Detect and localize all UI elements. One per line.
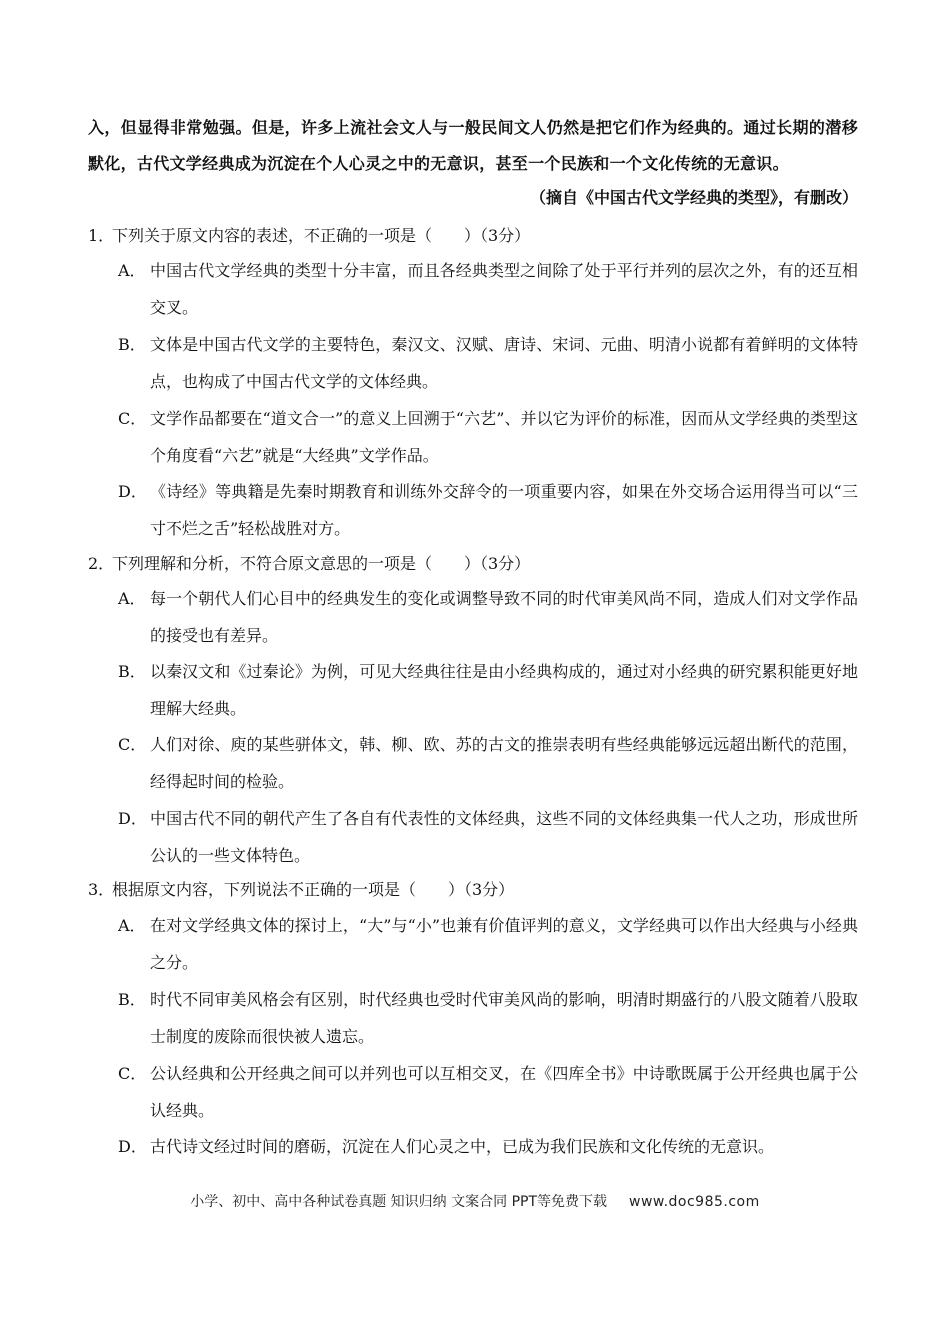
question-2-text: 下列理解和分析，不符合原文意思的一项是（ ）（3分） bbox=[112, 554, 531, 573]
option-text: 在对文学经典文体的探讨上，“大”与“小”也兼有价值评判的意义，文学经典可以作出大经典与小经典之分。 bbox=[150, 916, 858, 972]
option-letter: C． bbox=[118, 1064, 147, 1083]
question-2-option-b bbox=[118, 653, 858, 727]
footer-text: 小学、初中、高中各种试卷真题 知识归纳 文案合同 PPT等免费下载 bbox=[190, 1194, 608, 1210]
question-3-option-a bbox=[118, 907, 858, 981]
question-2-option-c bbox=[118, 726, 858, 800]
footer-site-link[interactable]: www.doc985.com bbox=[629, 1194, 760, 1210]
option-text: 中国古代文学经典的类型十分丰富，而且各经典类型之间除了处于平行并列的层次之外，有的还互相交叉。 bbox=[150, 261, 858, 317]
option-letter: B． bbox=[118, 335, 146, 354]
question-1-stem bbox=[88, 222, 858, 250]
option-text: 古代诗文经过时间的磨砺，沉淀在人们心灵之中，已成为我们民族和文化传统的无意识。 bbox=[150, 1137, 775, 1156]
option-text: 时代不同审美风格会有区别，时代经典也受时代审美风尚的影响，明清时期盛行的八股文随着八股取士制度的废除而很快被人遗忘。 bbox=[150, 990, 858, 1046]
option-text: 文体是中国古代文学的主要特色，秦汉文、汉赋、唐诗、宋词、元曲、明清小说都有着鲜明的文体特点，也构成了中国古代文学的文体经典。 bbox=[150, 335, 858, 391]
option-text: 人们对徐、庾的某些骈体文，韩、柳、欧、苏的古文的推崇表明有些经典能够远远超出断代的范围，经得起时间的检验。 bbox=[150, 735, 858, 791]
question-1-number: 1． bbox=[88, 226, 115, 245]
question-3-text: 根据原文内容，下列说法不正确的一项是（ ）（3分） bbox=[112, 880, 515, 899]
question-3-number: 3． bbox=[88, 880, 115, 899]
option-text: 《诗经》等典籍是先秦时期教育和训练外交辞令的一项重要内容，如果在外交场合运用得当可以“三寸不烂之舌”轻松战胜对方。 bbox=[150, 482, 858, 538]
option-letter: A． bbox=[118, 589, 146, 608]
page-footer bbox=[0, 1188, 950, 1216]
option-text: 以秦汉文和《过秦论》为例，可见大经典往往是由小经典构成的，通过对小经典的研究累积能更好地理解大经典。 bbox=[150, 662, 858, 718]
option-letter: D． bbox=[118, 1137, 147, 1156]
option-text: 文学作品都要在“道文合一”的意义上回溯于“六艺”、并以它为评价的标准，因而从文学经典的类型这个角度看“六艺”就是“大经典”文学作品。 bbox=[150, 409, 858, 465]
question-3-option-b bbox=[118, 981, 858, 1055]
option-letter: A． bbox=[118, 916, 146, 935]
option-letter: A． bbox=[118, 261, 146, 280]
question-1-option-c bbox=[118, 400, 858, 474]
question-2-option-a bbox=[118, 580, 858, 654]
option-text: 中国古代不同的朝代产生了各自有代表性的文体经典，这些不同的文体经典集一代人之功，形成世所公认的一些文体特色。 bbox=[150, 809, 858, 865]
question-3-option-d bbox=[118, 1128, 858, 1165]
question-2-option-d bbox=[118, 800, 858, 874]
option-text: 公认经典和公开经典之间可以并列也可以互相交叉，在《四库全书》中诗歌既属于公开经典也属于公认经典。 bbox=[150, 1064, 858, 1120]
question-1-option-d bbox=[118, 473, 858, 547]
question-2-number: 2． bbox=[88, 554, 115, 573]
option-letter: C． bbox=[118, 409, 147, 428]
passage-source: （摘自《中国古代文学经典的类型》，有删改） bbox=[529, 188, 858, 207]
option-text: 每一个朝代人们心目中的经典发生的变化或调整导致不同的时代审美风尚不同，造成人们对文学作品的接受也有差异。 bbox=[150, 589, 858, 645]
question-1-option-a bbox=[118, 252, 858, 326]
question-3-option-c bbox=[118, 1055, 858, 1129]
question-1-option-b bbox=[118, 326, 858, 400]
option-letter: C． bbox=[118, 735, 147, 754]
question-2-stem bbox=[88, 550, 858, 578]
option-letter: D． bbox=[118, 809, 147, 828]
question-3-stem bbox=[88, 876, 858, 904]
option-letter: B． bbox=[118, 990, 146, 1009]
option-letter: D． bbox=[118, 482, 147, 501]
option-letter: B． bbox=[118, 662, 146, 681]
question-1-text: 下列关于原文内容的表述，不正确的一项是（ ）（3分） bbox=[112, 226, 531, 245]
passage-paragraph: 入，但显得非常勉强。但是，许多上流社会文人与一般民间文人仍然是把它们作为经典的。通过长期的潜移默化，古代文学经典成为沉淀在个人心灵之中的无意识，甚至一个民族和一个文化传统的无意识。 bbox=[88, 118, 858, 173]
